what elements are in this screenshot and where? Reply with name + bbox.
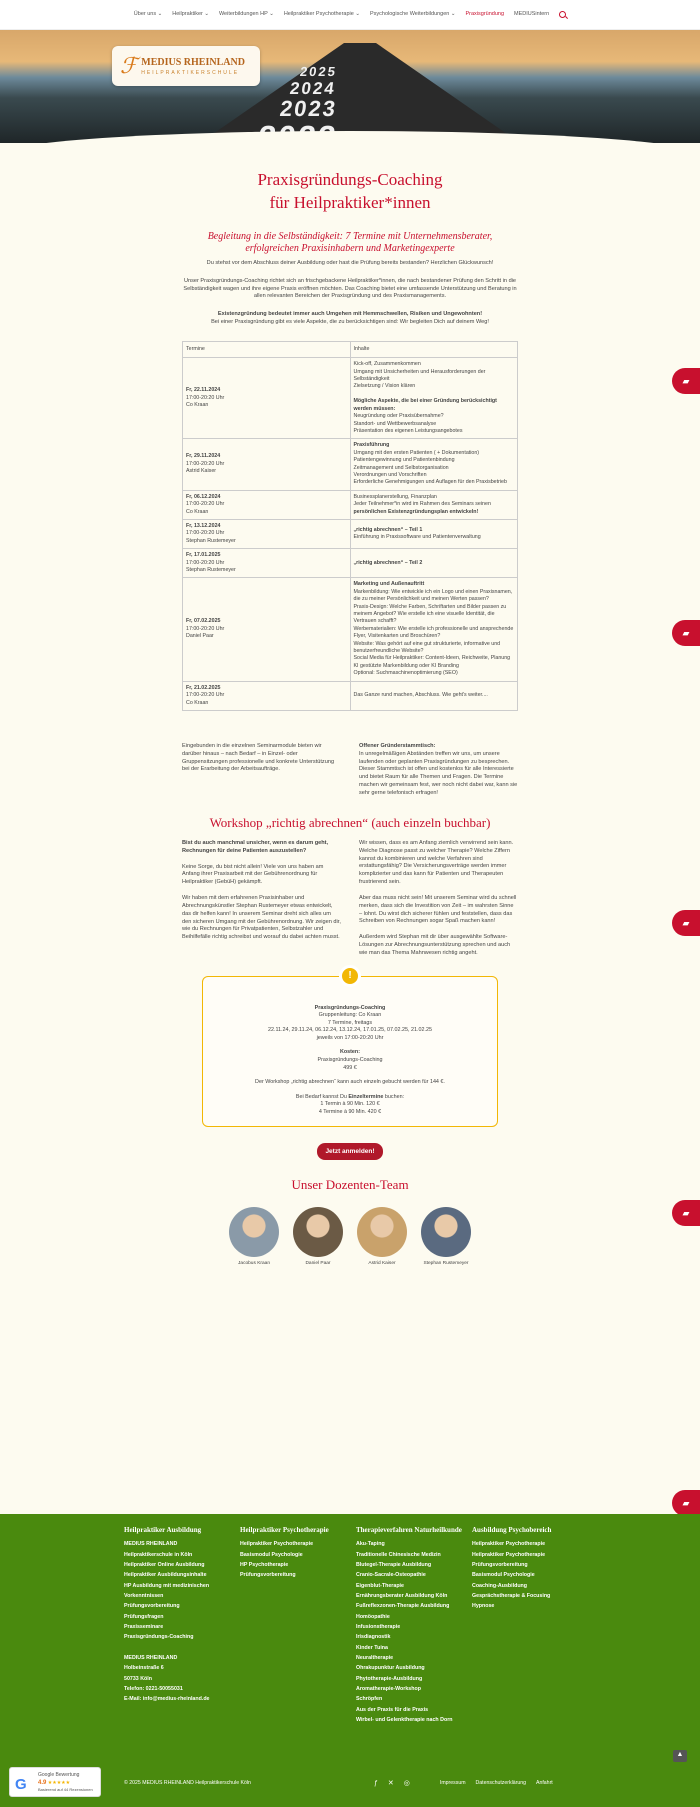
content-bold: Mögliche Aspekte, die bei einer Gründung berücksichtigt werden müssen: — [353, 398, 497, 412]
footer-link[interactable]: Heilpraktiker Psychotherapie — [472, 1541, 546, 1548]
footer-bottom-link[interactable]: Datenschutzerklärung — [475, 1780, 527, 1787]
footer-link[interactable]: Prüfungsvorbereitung — [240, 1572, 296, 1579]
workshop-text-3: Wir wissen, dass es am Anfang ziemlich verwirrend sein kann. Welche Diagnose passt zu welcher Therapie? Welche Ziffern kannst du kombinieren und welche Verfahren sind erstattungsfähig? Die Versicherungsverträge werden immer komplizierter und das kann für Patienten und Therapeuten frustrierend sein. — [359, 839, 514, 886]
team-member[interactable] — [229, 1207, 279, 1268]
member-name: Astrid Kaiser — [368, 1260, 396, 1266]
content-bold: Praxisführung — [353, 442, 390, 449]
footer-link[interactable]: Ohrakupunktur Ausbildung — [356, 1665, 425, 1672]
info-line: Gruppenleitung: Co Kraan — [318, 1012, 382, 1019]
date-cell — [183, 549, 351, 578]
footer-heading: Heilpraktiker Psychotherapie — [240, 1526, 329, 1534]
lecturer: Stephan Rustemeyer — [186, 537, 236, 544]
table-row — [183, 681, 518, 710]
content-line: Umgang mit Unsicherheiten und Herausforderungen der Selbständigkeit — [353, 368, 486, 383]
footer-link[interactable]: Heilpraktiker Psychotherapie — [472, 1551, 546, 1558]
footer-link[interactable]: HP Psychotherapie — [240, 1562, 289, 1569]
table-row — [183, 439, 518, 490]
time: 17:00-20:20 Uhr — [186, 692, 225, 699]
time: 17:00-20:20 Uhr — [186, 530, 225, 537]
google-score: 4.9 — [38, 1780, 47, 1786]
footer-links — [440, 1780, 553, 1787]
footer-link[interactable]: Heilpraktiker Ausbildungsinhalte — [124, 1572, 207, 1579]
footer-link[interactable]: Aus der Praxis für die Praxis — [356, 1706, 429, 1713]
footer-link[interactable]: Cranio-Sacrale-Osteopathie — [356, 1572, 426, 1579]
content-line: Social Media für Heilpraktiker: Content-Ideen, Reichweite, Planung — [353, 655, 511, 662]
content-cell — [350, 490, 518, 519]
nav-item[interactable]: Über uns ⌄ — [133, 10, 163, 17]
lecturer: Co Kraan — [186, 699, 209, 706]
footer-link[interactable]: MEDIUS RHEINLAND — [124, 1655, 178, 1661]
workshop-title: Workshop „richtig abrechnen“ (auch einzeln buchbar) — [209, 814, 491, 830]
footer-bottom-link[interactable]: Anfahrt — [536, 1780, 553, 1787]
footer-link[interactable]: Heilpraktiker Online Ausbildung — [124, 1562, 205, 1569]
scroll-up-button[interactable]: ▲ — [673, 1750, 687, 1762]
footer-link[interactable]: Blutegel-Therapie Ausbildung — [356, 1562, 432, 1569]
content-bold: persönlichen Existenzgründungsplan entwickeln! — [353, 508, 479, 515]
google-rating-badge[interactable] — [9, 1767, 101, 1797]
footer-link[interactable]: Wirbel- und Gelenktherapie nach Dorn — [356, 1716, 453, 1723]
footer-link[interactable]: Ernährungsberater Ausbildung Köln — [356, 1593, 448, 1600]
content-line: Patientengewinnung und Patientenbindung — [353, 457, 455, 464]
hero-banner — [0, 30, 700, 143]
footer-link[interactable]: Prüfungsfragen — [124, 1613, 164, 1620]
logo[interactable] — [112, 46, 260, 86]
footer-link[interactable]: Holbeinstraße 6 — [124, 1665, 164, 1672]
table-header-contents: Inhalte — [350, 341, 518, 357]
avatar — [421, 1207, 471, 1257]
footer-link[interactable]: Irisdiagnostik — [356, 1634, 391, 1641]
member-name: Stephan Rustemeyer — [423, 1260, 469, 1266]
intro-text: Du stehst vor dem Abschluss deiner Ausbildung oder hast die Prüfung bereits bestanden? Herzlichen Glückwunsch! — [206, 259, 494, 266]
footer-link[interactable]: E-Mail: info@medius-rheinland.de — [124, 1696, 210, 1703]
content-bold: „richtig abrechnen“ – Teil 1 — [353, 526, 423, 533]
page-subtitle: Begleitung in die Selbständigkeit: 7 Termine mit Unternehmensberater, erfolgreichen Praxisinhabern und Marketingexperte — [207, 230, 493, 255]
content-line: Das Ganze rund machen, Abschluss. Wie geht's weiter.... — [353, 692, 488, 699]
time: 17:00-20:20 Uhr — [186, 460, 225, 467]
date-cell — [183, 490, 351, 519]
team-member[interactable] — [293, 1207, 343, 1268]
member-name: Jacobus Kraan — [238, 1260, 270, 1266]
content-line: Neugründung oder Praxisübernahme? — [353, 413, 444, 420]
content-line: Jeder Teilnehmer*in wird im Rahmen des Seminars seinen persönlichen Existenzgründungsplan entwickeln! — [353, 501, 491, 515]
footer — [0, 1514, 700, 1807]
content-line: Erforderliche Genehmigungen und Auflagen für den Praxisbetrieb — [353, 479, 507, 486]
contact-tab-icon[interactable]: ▰ — [672, 620, 700, 646]
single-sessions-text — [213, 1094, 487, 1102]
lecturer: Daniel Paar — [186, 633, 214, 640]
content-line: Standort- und Wettbewerbsanalyse — [353, 420, 437, 427]
date: Fr, 17.01.2025 — [186, 552, 221, 559]
guide-text: Bei einer Praxisgründung gibt es viele Aspekte, die zu berücksichtigen sind: Wir begleiten Dich auf deinem Weg! — [211, 319, 489, 326]
content-line: Praxis-Design: Welche Farben, Schriftarten und Bilder passen zu meinem Angebot? Wie erstelle ich eine visuelle Identität, die Vertrauen schafft? — [353, 603, 507, 625]
nav-item[interactable]: Heilpraktiker Psychotherapie ⌄ — [283, 10, 360, 17]
footer-column — [472, 1526, 588, 1725]
content-line: Optional: Suchmaschinenoptimierung (SEO) — [353, 670, 458, 677]
footer-link[interactable]: Basismodul Psychologie — [240, 1551, 303, 1558]
date-cell — [183, 439, 351, 490]
cost-heading: Kosten: — [339, 1049, 361, 1056]
footer-link[interactable]: Phytotherapie-Ausbildung — [356, 1675, 423, 1682]
footer-link[interactable]: Traditionelle Chinesische Medizin — [356, 1551, 441, 1558]
year-2024: 2024 — [288, 79, 338, 98]
contact-tab-icon[interactable]: ▰ — [672, 1490, 700, 1516]
content-line: Website: Was gehört auf eine gut strukturierte, informative und benutzerfreundliche Website? — [353, 640, 501, 655]
stammtisch-text: In unregelmäßigen Abständen treffen wir uns, um unsere laufenden oder geplanten Praxisgründungen zu besprechen. Dieser Stammtisch ist offen und kostenlos für alle Interessierte und bietet Raum für alle Themen und Fragen. Die Termine machen wir gemeinsam fest, wer noch nicht dabei war, kann sie sehr gerne telefonisch erfragen! — [359, 750, 518, 796]
workshop-text-4: Aber das muss nicht sein! Mit unserem Seminar wird du schnell merken, dass sich die Investition von Zeit – im wahrsten Sinne – lohnt. Du wirst dich sicherer fühlen und feststellen, dass das Schreiben von Rechnungen sogar Spaß machen kann! — [359, 894, 517, 925]
date: Fr, 29.11.2024 — [186, 453, 221, 460]
footer-link[interactable]: 50733 Köln — [124, 1675, 152, 1682]
instagram-icon[interactable]: ◎ — [403, 1780, 410, 1787]
avatar — [293, 1207, 343, 1257]
footer-link[interactable]: Prüfungsvorbereitung — [472, 1562, 528, 1569]
lecturer: Co Kraan — [186, 508, 209, 515]
nav-item[interactable]: Praxisgründung — [465, 10, 505, 17]
date-cell — [183, 681, 351, 710]
contact-tab-icon[interactable]: ▰ — [672, 1200, 700, 1226]
date: Fr, 22.11.2024 — [186, 387, 221, 394]
content-bold: Marketing und Außenauftritt — [353, 581, 425, 588]
highlight-text: Existenzgründung bedeutet immer auch Umgehen mit Hemmschwellen, Risiken und Ungewohnten! — [217, 311, 483, 318]
content-cell — [350, 578, 518, 681]
nav-item[interactable]: Psychologische Weiterbildungen ⌄ — [369, 10, 456, 17]
table-header-dates: Termine — [183, 341, 351, 357]
team-member[interactable] — [421, 1207, 471, 1268]
workshop-text-1: Keine Sorge, du bist nicht allein! Viele von uns haben am Anfang ihrer Praxisarbeit mit der Gebührenordnung für Heilpraktiker (GebüH) gekämpft. — [182, 863, 324, 886]
footer-column — [240, 1526, 356, 1725]
content-line: KI gestützte Markenbildung oder KI Branding — [353, 662, 459, 669]
nav-item[interactable]: Heilpraktiker ⌄ — [172, 10, 209, 17]
workshop-question: Bist du auch manchmal unsicher, wenn es darum geht, Rechnungen für deine Patienten auszustellen? — [182, 839, 329, 854]
footer-column — [356, 1526, 472, 1725]
info-line: jeweils von 17:00-20:20 Uhr — [316, 1034, 384, 1041]
content-cell — [350, 681, 518, 710]
content-line: Präsentation des eigenen Leistungsangebotes — [353, 427, 463, 434]
description-text: Unser Praxisgründungs-Coaching richtet sich an frischgebackene Heilpraktiker*innen, die nach bestandener Prüfung den Schritt in die Selbständigkeit wagen und ihre eigene Praxis eröffnen möchten. Das Coaching bietet eine umfassende Unterstützung und Beratung in allen relevanten Bereichen der Praxisgründung und des Praxismanagements. — [183, 277, 517, 300]
register-button[interactable]: Jetzt anmelden! — [317, 1143, 382, 1160]
google-icon: G — [15, 1776, 27, 1793]
lecturer: Stephan Rustemeyer — [186, 567, 236, 573]
footer-link[interactable]: Fußreflexzonen-Therapie Ausbildung — [356, 1603, 450, 1610]
footer-link[interactable]: Praxisseminare — [124, 1624, 164, 1631]
content-line — [354, 581, 515, 588]
table-row — [183, 490, 518, 519]
team-title: Unser Dozenten-Team — [291, 1177, 409, 1193]
footer-link[interactable]: Telefon: 0221-50055031 — [124, 1685, 183, 1692]
footer-heading: Ausbildung Psychobereich — [472, 1526, 552, 1534]
info-box — [202, 969, 498, 1128]
footer-link[interactable]: Homöopathie — [356, 1613, 390, 1620]
schedule-table — [182, 341, 518, 711]
footer-column — [124, 1526, 240, 1725]
main-content — [182, 169, 518, 1267]
nav-item[interactable]: MEDIUSintern — [514, 10, 550, 17]
copyright: © 2025 MEDIUS RHEINLAND Heilpraktikerschule Köln — [124, 1780, 251, 1787]
cost-line: Praxisgründungs-Coaching — [317, 1057, 383, 1064]
content-line: Businessplanerstellung, Finanzplan — [353, 493, 437, 500]
avatar — [229, 1207, 279, 1257]
google-label: Google Bewertung — [38, 1772, 80, 1778]
contact-tab-icon[interactable]: ▰ — [672, 368, 700, 394]
content-cell — [350, 549, 518, 578]
info-line: 22.11.24, 29.11.24, 06.12.24, 13.12.24, 17.01.25, 07.02.25, 21.02.25 — [267, 1027, 433, 1034]
single-session-price-4: 4 Termine à 90 Min. 420 € — [318, 1108, 382, 1115]
content-line: Zielsetzung / Vision klären — [353, 383, 416, 390]
footer-link — [124, 1643, 240, 1653]
footer-link[interactable]: Basismodul Psychologie — [472, 1572, 535, 1579]
member-name: Daniel Paar — [305, 1260, 331, 1266]
footer-link[interactable]: Prüfungsvorbereitung — [124, 1603, 180, 1610]
table-row — [183, 578, 518, 681]
footer-link[interactable]: Heilpraktikerschule in Köln — [124, 1551, 193, 1558]
content-line: Zeitmanagement und Selbstorganisation — [353, 464, 449, 471]
lecturer: Co Kraan — [186, 401, 209, 408]
year-2023: 2023 — [278, 96, 339, 121]
date: Fr, 21.02.2025 — [186, 684, 221, 691]
team-list — [182, 1207, 518, 1268]
footer-link[interactable]: Heilpraktiker Psychotherapie — [240, 1541, 314, 1548]
date-cell — [183, 578, 351, 681]
time: 17:00-20:20 Uhr — [186, 501, 225, 508]
content-line — [354, 398, 515, 413]
footer-link[interactable]: MEDIUS RHEINLAND — [124, 1541, 178, 1548]
time: 17:00-20:20 Uhr — [186, 559, 225, 566]
time: 17:00-20:20 Uhr — [186, 625, 225, 632]
footer-link[interactable]: Schröpfen — [356, 1696, 383, 1703]
facebook-icon[interactable]: ƒ — [374, 1780, 378, 1787]
nav-item[interactable]: Weiterbildungen HP ⌄ — [218, 10, 274, 17]
info-line: 7 Termine, freitags — [327, 1019, 373, 1026]
avatar — [357, 1207, 407, 1257]
content-line: Kick-off, Zusammenkommen — [353, 361, 421, 368]
footer-link[interactable]: Aromatherapie-Workshop — [356, 1685, 421, 1692]
content-cell — [350, 439, 518, 490]
date: Fr, 06.12.2024 — [186, 493, 221, 500]
footer-link[interactable]: Hypnose — [472, 1603, 495, 1610]
workshop-text-5: Außerdem wird Stephan mit dir über ausgewählte Software-Lösungen zur Abrechnungsunterstützung sprechen und auch wie man das Thema Mahnwesen richtig angeht. — [359, 934, 511, 956]
contact-tab-icon[interactable]: ▰ — [672, 910, 700, 936]
date-cell — [183, 519, 351, 548]
footer-heading: Heilpraktiker Ausbildung — [124, 1526, 202, 1534]
content-line — [354, 442, 515, 449]
table-row — [183, 549, 518, 578]
content-line: Verordnungen und Vorschriften — [353, 471, 427, 478]
content-cell — [350, 358, 518, 439]
lecturer: Astrid Kaiser — [186, 468, 217, 475]
footer-link[interactable]: HP Ausbildung mit medizinischen Vorkenntnissen — [124, 1582, 210, 1600]
footer-link[interactable]: Praxisgründungs-Coaching — [124, 1634, 194, 1641]
content-line: Werbematerialien: Wie erstelle ich professionelle und ansprechende Flyer, Visitenkarten und Broschüren? — [353, 625, 514, 640]
footer-bottom-link[interactable]: Impressum — [439, 1780, 466, 1787]
info-title: Praxisgründungs-Coaching — [314, 1004, 386, 1011]
team-member[interactable] — [357, 1207, 407, 1268]
single-sessions-prefix: Bei Bedarf kannst Du — [295, 1093, 349, 1100]
content-bold: „richtig abrechnen“ – Teil 2 — [353, 559, 423, 566]
info-icon: ! — [339, 965, 361, 987]
stammtisch-heading: Offener Gründerstammtisch: — [359, 742, 436, 749]
content-line: Umgang mit den ersten Patienten ( + Dokumentation) — [353, 449, 480, 456]
footer-link[interactable]: Coaching-Ausbildung — [472, 1582, 528, 1589]
year-2025: 2025 — [299, 64, 339, 79]
footer-link[interactable]: Kinder Tuina — [356, 1644, 388, 1651]
footer-link[interactable]: Gesprächstherapie & Focusing — [472, 1593, 551, 1600]
search-icon[interactable] — [559, 11, 566, 18]
footer-link[interactable]: Eigenblut-Therapie — [356, 1582, 404, 1589]
workshop-price-text: Der Workshop „richtig abrechnen“ kann auch einzeln gebucht werden für 144 €. — [255, 1079, 445, 1086]
content-cell — [350, 519, 518, 548]
table-row — [183, 358, 518, 439]
time: 17:00-20:20 Uhr — [186, 394, 225, 401]
table-row — [183, 519, 518, 548]
date-cell — [183, 358, 351, 439]
logo-subtitle: HEILPRAKTIKERSCHULE — [141, 69, 240, 76]
content-line — [354, 560, 515, 567]
cost-line: 499 € — [343, 1064, 357, 1071]
footer-link[interactable]: Infusionstherapie — [356, 1624, 401, 1631]
logo-icon: ℱ — [120, 52, 138, 78]
content-line: Einführung in Praxissoftware und Patientenverwaltung — [353, 534, 481, 541]
social-links — [374, 1779, 410, 1789]
single-session-price-1: 1 Termin à 90 Min. 120 € — [320, 1101, 380, 1108]
x-icon[interactable]: ✕ — [387, 1780, 394, 1787]
date: Fr, 13.12.2024 — [186, 522, 221, 529]
google-stars: ★★★★★ — [47, 1780, 71, 1786]
footer-heading: Therapieverfahren Naturheilkunde — [356, 1526, 462, 1534]
logo-title: MEDIUS RHEINLAND — [141, 56, 245, 68]
support-text: Eingebunden in die einzelnen Seminarmodule bieten wir darüber hinaus – nach Bedarf – in Einzel- oder Gruppensitzungen professionelle und konkrete Unterstützung bei der Erarbeitung der Arbeitsaufträge. — [182, 742, 335, 773]
date: Fr, 07.02.2025 — [186, 618, 221, 625]
single-sessions-bold: Einzeltermine — [348, 1093, 384, 1100]
workshop-text-2: Wir haben mit dem erfahrenen Praxisinhaber und Abrechnungskünstler Stephan Rustemeyer etwas entwickelt, das dir helfen kann! In unserem Seminar dreht sich alles um den sicheren Umgang mit der Gebührenordnung. Wir zeigen dir, wie du Rechnungen für Privatpatienten, Selbstzahler und Beihilfefälle richtig schreibst und worauf du dabei achten musst. — [182, 895, 341, 941]
footer-link[interactable]: Neuraltherapie — [356, 1655, 394, 1661]
google-sub: Basierend auf 44 Rezensionen — [38, 1787, 93, 1793]
single-sessions-suffix: buchen: — [383, 1093, 405, 1100]
content-line: Markenbildung: Wie entwickle ich ein Logo und einen Praxisnamen, die zu meiner Persönlichkeit und meinen Werten passen? — [353, 588, 513, 603]
content-line — [354, 527, 515, 534]
footer-link[interactable]: Aku-Taping — [356, 1541, 385, 1548]
page-title: Praxisgründungs-Coaching für Heilpraktiker*innen — [257, 170, 443, 212]
content-line — [354, 391, 515, 398]
main-nav — [0, 0, 700, 30]
